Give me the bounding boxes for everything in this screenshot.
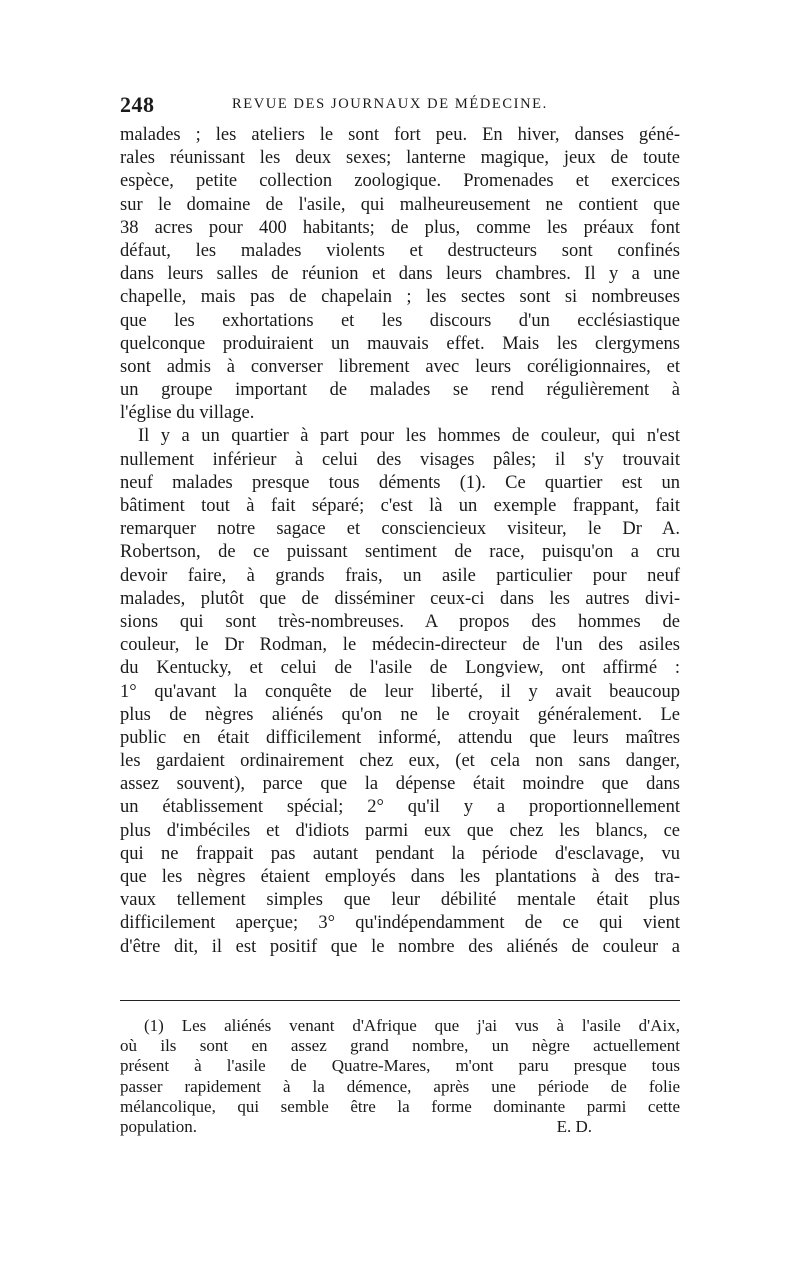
text-line: l'église du village.	[120, 403, 255, 424]
text-line: nullement inférieur à celui des visages pâles; il s'y trouvait	[120, 449, 680, 470]
footnote	[120, 1016, 680, 1137]
text-line: sions qui sont très-nombreuses. A propos des hommes de	[120, 611, 680, 632]
text-line: espèce, petite collection zoologique. Promenades et exercices	[120, 171, 680, 192]
text-line: remarquer notre sagace et consciencieux visiteur, le Dr A.	[120, 519, 680, 540]
text-line: difficilement aperçue; 3° qu'indépendamment de ce qui vient	[120, 913, 680, 934]
text-line: que les nègres étaient employés dans les plantations à des tra-	[120, 867, 680, 887]
page-number: 248	[120, 92, 155, 117]
text-line: vaux tellement simples que leur débilité mentale était plus	[120, 890, 680, 911]
text-line: bâtiment tout à fait séparé; c'est là un exemple frappant, fait	[120, 496, 680, 516]
text-line: assez souvent), parce que la dépense était moindre que dans	[120, 774, 680, 795]
text-line: un groupe important de malades se rend régulièrement à	[120, 380, 680, 401]
text-line: chapelle, mais pas de chapelain ; les sectes sont si nombreuses	[120, 287, 680, 308]
text-line: dans leurs salles de réunion et dans leurs chambres. Il y a une	[120, 264, 680, 285]
footnote-line: (1) Les aliénés venant d'Afrique que j'ai vus à l'asile d'Aix,	[144, 1016, 680, 1035]
body-text	[120, 124, 680, 959]
text-line: un établissement spécial; 2° qu'il y a proportionnellement	[120, 797, 680, 818]
text-line: plus de nègres aliénés qu'on ne le croyait généralement. Le	[120, 704, 680, 725]
text-line: du Kentucky, et celui de l'asile de Longview, ont affirmé :	[120, 658, 680, 679]
text-line: neuf malades presque tous déments (1). Ce quartier est un	[120, 472, 680, 493]
text-line: Il y a un quartier à part pour les hommes de couleur, qui n'est	[138, 426, 680, 447]
text-line: devoir faire, à grands frais, un asile particulier pour neuf	[120, 565, 680, 586]
footnote-line: mélancolique, qui semble être la forme dominante parmi cette	[120, 1096, 680, 1116]
text-line: défaut, les malades violents et destructeurs sont confinés	[120, 240, 680, 261]
text-line: sont admis à converser librement avec leurs coréligionnaires, et	[120, 356, 680, 377]
footnote-line: présent à l'asile de Quatre-Mares, m'ont paru presque tous	[120, 1056, 680, 1076]
text-line: 1° qu'avant la conquête de leur liberté, il y avait beaucoup	[120, 681, 680, 702]
footnote-line: population.	[120, 1116, 197, 1136]
footnote-line: passer rapidement à la démence, après une période de folie	[120, 1076, 680, 1096]
footnote-last-line	[120, 1117, 680, 1137]
text-line: qui ne frappait pas autant pendant la période d'esclavage, vu	[120, 843, 680, 864]
text-line: Robertson, de ce puissant sentiment de race, puisqu'on a cru	[120, 542, 680, 563]
footnote-divider	[120, 1000, 680, 1001]
text-line: 38 acres pour 400 habitants; de plus, comme les préaux font	[120, 217, 680, 238]
text-line: d'être dit, il est positif que le nombre des aliénés de couleur a	[120, 936, 680, 957]
text-line: public en était difficilement informé, attendu que leurs maîtres	[120, 727, 680, 748]
footnote-signature: E. D.	[556, 1116, 592, 1136]
running-title: REVUE DES JOURNAUX DE MÉDECINE.	[232, 96, 548, 112]
footnote-line: où ils sont en assez grand nombre, un nègre actuellement	[120, 1036, 680, 1056]
text-line: quelconque produiraient un mauvais effet. Mais les clergymens	[120, 333, 680, 354]
text-line: couleur, le Dr Rodman, le médecin-directeur de l'un des asiles	[120, 635, 680, 656]
text-line: rales réunissant les deux sexes; lanterne magique, jeux de toute	[120, 148, 680, 169]
text-line: malades, plutôt que de disséminer ceux-ci dans les autres divi-	[120, 588, 680, 609]
text-line: les gardaient ordinairement chez eux, (et cela non sans danger,	[120, 751, 680, 772]
page-header	[120, 92, 680, 118]
text-line: plus d'imbéciles et d'idiots parmi eux que chez les blancs, ce	[120, 820, 680, 841]
text-line: sur le domaine de l'asile, qui malheureusement ne contient que	[120, 194, 680, 215]
text-line: malades ; les ateliers le sont fort peu. En hiver, danses géné-	[120, 125, 680, 145]
text-line: que les exhortations et les discours d'un ecclésiastique	[120, 310, 680, 331]
